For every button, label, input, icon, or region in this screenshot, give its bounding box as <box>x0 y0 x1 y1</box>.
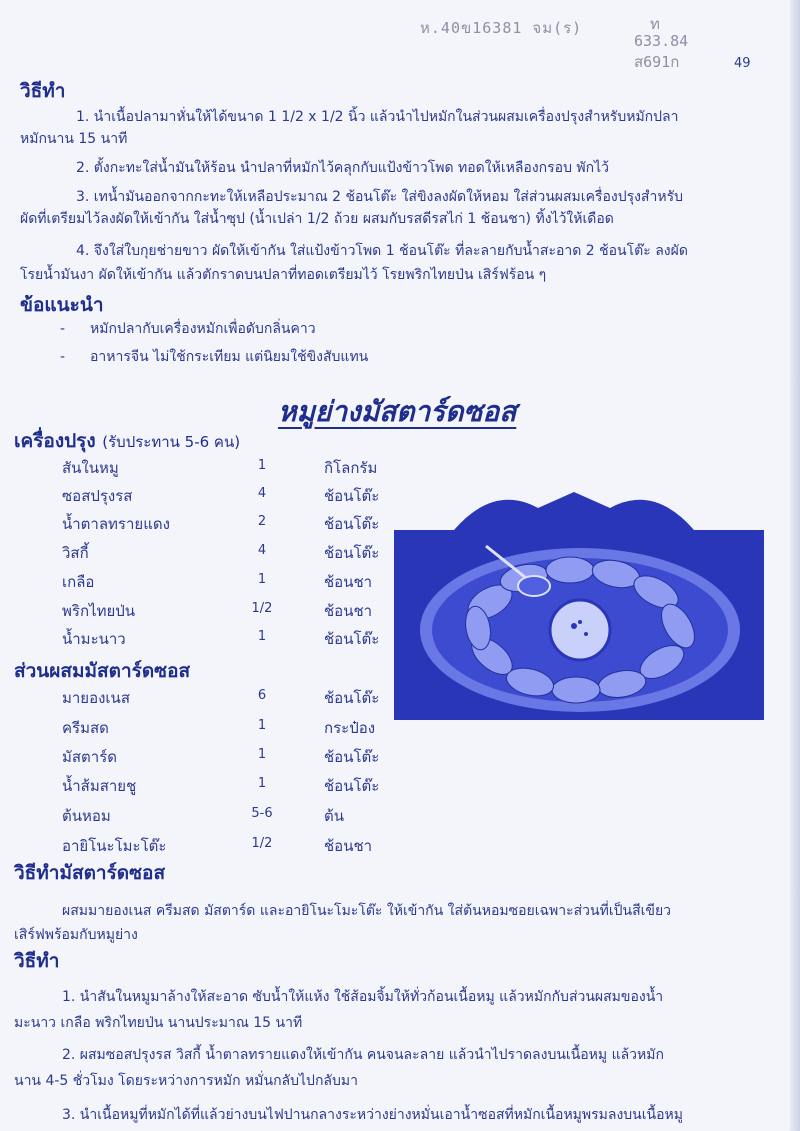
recipe-step-1a: 1. นำสันในหมูมาล้างให้สะอาด ซับน้ำให้แห้ง ใช้ส้อมจิ้มให้ทั่วก้อนเนื้อหมู แล้วหมักกับส่วนผสมของน้ำ <box>62 989 664 1005</box>
ingredient-unit: ช้อนโต๊ะ <box>324 689 380 707</box>
page-edge <box>790 0 800 1131</box>
ingredient-unit: ต้น <box>324 807 344 825</box>
recipe-title: หมูย่างมัสตาร์ดซอส <box>278 395 517 428</box>
method-step-3b: ผัดที่เตรียมไว้ลงผัดให้เข้ากัน ใส่น้ำซุป (น้ำเปล่า 1/2 ถ้วย ผสมกับรสดีรสไก่ 1 ช้อนชา) ทิ้งไว้ให้เดือด <box>20 211 614 227</box>
call-number-line-1: ท <box>650 15 660 33</box>
sauce-ingredient-row <box>62 745 402 771</box>
ingredient-unit: ช้อนโต๊ะ <box>324 487 380 505</box>
ingredient-unit: ช้อนโต๊ะ <box>324 777 380 795</box>
ingredient-name: น้ำมะนาว <box>62 630 126 648</box>
sauce-heading: ส่วนผสมมัสตาร์ดซอส <box>14 660 191 682</box>
ingredient-qty: 1 <box>257 718 267 733</box>
sauce-ingredient-row <box>62 716 402 742</box>
servings-note: (รับประทาน 5-6 คน) <box>102 433 241 451</box>
method-step-4b: โรยน้ำมันงา ผัดให้เข้ากัน แล้วตักราดบนปลาที่ทอดเตรียมไว้ โรยพริกไทยป่น เสิร์ฟร้อน ๆ <box>20 267 547 283</box>
method-heading: วิธีทำ <box>20 80 66 102</box>
ingredient-unit: กระป๋อง <box>324 719 376 737</box>
method-step-1a: 1. นำเนื้อปลามาหั่นให้ได้ขนาด 1 1/2 x 1/2 นิ้ว แล้วนำไปหมักในส่วนผสมเครื่องปรุงสำหรับหมักปลา <box>76 109 679 125</box>
ingredient-name: เกลือ <box>62 573 95 591</box>
tip-item: - หมักปลากับเครื่องหมักเพื่อดับกลิ่นคาว <box>60 321 316 337</box>
recipe-method-heading: วิธีทำ <box>14 950 60 972</box>
ingredient-row <box>62 627 402 653</box>
ingredient-row <box>62 484 402 510</box>
ingredient-unit: ช้อนโต๊ะ <box>324 630 380 648</box>
ingredient-row <box>62 541 402 567</box>
ingredient-unit: ช้อนโต๊ะ <box>324 748 380 766</box>
ingredient-name: ครีมสด <box>62 719 109 737</box>
ingredient-qty: 5-6 <box>251 806 273 821</box>
call-number-line-3: ส691ก <box>634 53 680 71</box>
sauce-method-line-1: ผสมมายองเนส ครีมสด มัสตาร์ด และอายิโนะโมะโต๊ะ ให้เข้ากัน ใส่ต้นหอมซอยเฉพาะส่วนที่เป็นสีเขียว <box>62 903 672 919</box>
ingredient-qty: 1 <box>257 572 267 587</box>
ingredient-row <box>62 570 402 596</box>
ingredient-name: พริกไทยป่น <box>62 602 136 620</box>
ingredient-qty: 1 <box>257 458 267 473</box>
method-step-4a: 4. จึงใส่ใบกุยช่ายขาว ผัดให้เข้ากัน ใส่แป้งข้าวโพด 1 ช้อนโต๊ะ ที่ละลายกับน้ำสะอาด 2 ช้อนโต๊ะ ลงผัด <box>76 243 688 259</box>
sauce-ingredient-row <box>62 834 402 860</box>
sauce-method-heading: วิธีทำมัสตาร์ดซอส <box>14 862 166 884</box>
ingredient-name: ซอสปรุงรส <box>62 487 133 505</box>
ingredient-row <box>62 456 402 482</box>
recipe-step-2b: นาน 4-5 ชั่วโมง โดยระหว่างการหมัก หมั่นกลับไปกลับมา <box>14 1073 358 1089</box>
ingredient-qty: 4 <box>257 543 267 558</box>
ingredient-qty: 1 <box>257 776 267 791</box>
tip-text: หมักปลากับเครื่องหมักเพื่อดับกลิ่นคาว <box>90 321 316 337</box>
method-step-1b: หมักนาน 15 นาที <box>20 131 128 147</box>
ingredient-row <box>62 512 402 538</box>
ingredient-name: สันในหมู <box>62 459 119 477</box>
ingredient-name: มายองเนส <box>62 689 130 707</box>
ingredient-qty: 1/2 <box>251 836 273 851</box>
sauce-method-line-2: เสิร์ฟพร้อมกับหมูย่าง <box>14 927 138 943</box>
ingredient-qty: 6 <box>257 688 267 703</box>
ingredient-unit: ช้อนชา <box>324 837 373 855</box>
dish-photo-illustration <box>394 490 764 720</box>
ingredient-name: อายิโนะโมะโต๊ะ <box>62 837 167 855</box>
ingredients-heading-text: เครื่องปรุง <box>14 430 96 452</box>
ingredient-qty: 4 <box>257 486 267 501</box>
recipe-step-3a: 3. นำเนื้อหมูที่หมักได้ที่แล้วย่างบนไฟปานกลางระหว่างย่างหมั่นเอาน้ำซอสที่หมักเนื้อหมูพรมลงบนเนื้อหมู <box>62 1107 683 1123</box>
ingredient-qty: 1/2 <box>251 601 273 616</box>
ingredient-name: มัสตาร์ด <box>62 748 118 766</box>
ingredient-name: น้ำส้มสายชู <box>62 777 137 795</box>
ingredients-heading <box>14 426 240 456</box>
call-number-line-2: 633.84 <box>634 32 689 50</box>
ingredient-unit: ช้อนโต๊ะ <box>324 515 380 533</box>
sauce-ingredient-row <box>62 774 402 800</box>
method-step-2: 2. ตั้งกะทะใส่น้ำมันให้ร้อน นำปลาที่หมักไว้คลุกกับแป้งข้าวโพด ทอดให้เหลืองกรอบ พักไว้ <box>76 160 610 176</box>
recipe-step-2a: 2. ผสมซอสปรุงรส วิสกี้ น้ำตาลทรายแดงให้เข้ากัน คนจนละลาย แล้วนำไปราดลงบนเนื้อหมู แล้วหมัก <box>62 1047 664 1063</box>
ingredient-qty: 1 <box>257 747 267 762</box>
library-stamp: ห.40ข16381 จม(ร) <box>420 19 583 37</box>
method-step-3a: 3. เทน้ำมันออกจากกะทะให้เหลือประมาณ 2 ช้อนโต๊ะ ใส่ขิงลงผัดให้หอม ใส่ส่วนผสมเครื่องปรุงสำหรับ <box>76 189 683 205</box>
ingredient-name: ต้นหอม <box>62 807 111 825</box>
page-number: 49 <box>734 56 751 71</box>
sauce-ingredient-row <box>62 686 402 712</box>
sauce-ingredient-row <box>62 804 402 830</box>
dish-photo <box>394 490 764 720</box>
ingredient-qty: 1 <box>257 629 267 644</box>
tips-heading: ข้อแนะนำ <box>20 294 104 316</box>
tip-item: - อาหารจีน ไม่ใช้กระเทียม แต่นิยมใช้ขิงสับแทน <box>60 349 369 365</box>
ingredient-unit: ช้อนชา <box>324 602 373 620</box>
ingredient-unit: ช้อนชา <box>324 573 373 591</box>
ingredient-unit: กิโลกรัม <box>324 459 378 477</box>
ingredient-name: วิสกี้ <box>62 544 89 562</box>
ingredient-qty: 2 <box>257 514 267 529</box>
ingredient-unit: ช้อนโต๊ะ <box>324 544 380 562</box>
tip-text: อาหารจีน ไม่ใช้กระเทียม แต่นิยมใช้ขิงสับแทน <box>90 349 369 365</box>
recipe-step-1b: มะนาว เกลือ พริกไทยป่น นานประมาณ 15 นาที <box>14 1015 303 1031</box>
ingredient-name: น้ำตาลทรายแดง <box>62 515 170 533</box>
ingredient-row <box>62 599 402 625</box>
